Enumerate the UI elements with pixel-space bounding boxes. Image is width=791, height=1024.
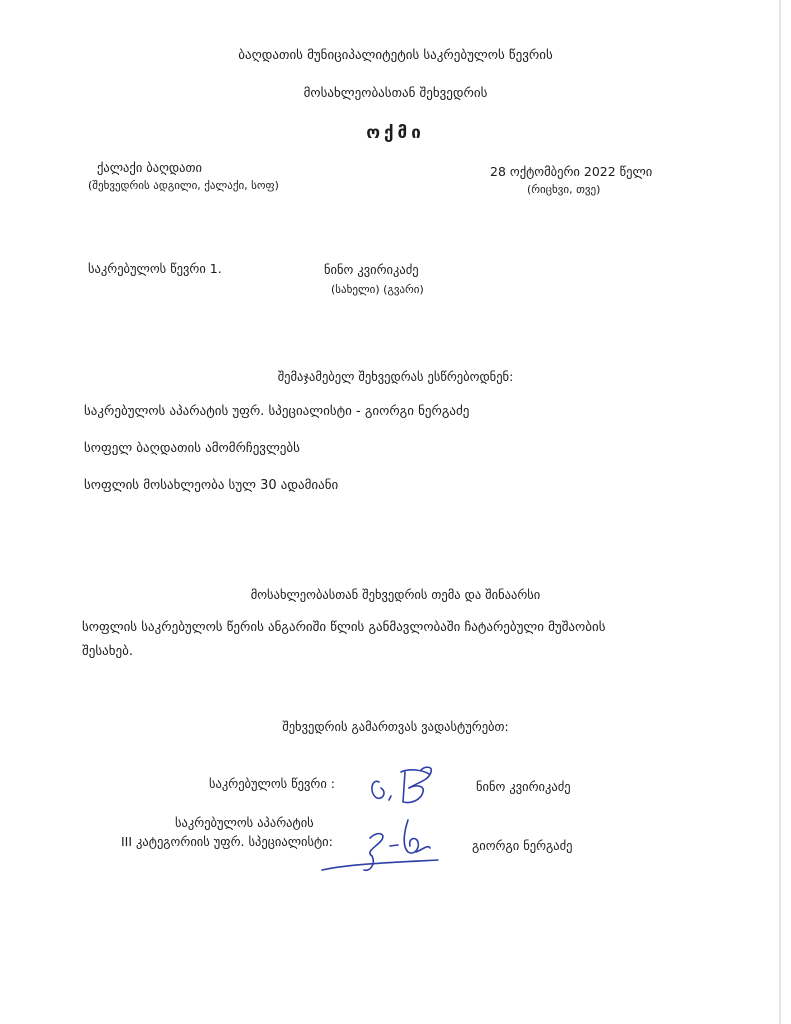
attendee-2: სოფელ ბაღდათის ამომრჩევლებს (84, 441, 300, 456)
attendee-1: საკრებულოს აპარატის უფრ. სპეციალისტი - გიორგი ნერგაძე (84, 404, 470, 419)
signature-2-mark (318, 812, 448, 882)
signature-2-label-line-2: III კატეგორიის უფრ. სპეციალისტი: (121, 834, 333, 849)
header-line-1: ბაღდათის მუნიციპალიტეტის საკრებულოს წევრის (238, 48, 553, 63)
signature-1-mark (365, 760, 445, 812)
document-title: ოქმი (366, 123, 425, 143)
signature-2-label-line-1: საკრებულოს აპარატის (175, 815, 314, 830)
signature-2-name: გიორგი ნერგაძე (472, 838, 573, 853)
topic-line-2: შესახებ. (82, 644, 133, 659)
member-name-hint: (სახელი) (გვარი) (331, 283, 424, 296)
attendee-3: სოფლის მოსახლეობა სულ 30 ადამიანი (84, 478, 339, 493)
topic-line-1: სოფლის საკრებულოს წერის ანგარიში წლის განმავლობაში ჩატარებული მუშაობის (82, 620, 606, 635)
meeting-place: ქალაქი ბაღდათი (97, 160, 202, 175)
topic-heading: მოსახლეობასთან შეხვედრის თემა და შინაარსი (250, 587, 541, 602)
header-line-2: მოსახლეობასთან შეხვედრის (303, 86, 488, 101)
member-name: ნინო კვირიკაძე (324, 262, 419, 277)
meeting-date-hint: (რიცხვი, თვე) (527, 183, 601, 196)
meeting-date: 28 ოქტომბერი 2022 წელი (490, 164, 653, 179)
meeting-place-hint: (შეხვედრის ადგილი, ქალაქი, სოფ) (88, 179, 279, 192)
signature-1-name: ნინო კვირიკაძე (476, 779, 571, 794)
scan-edge (779, 0, 781, 1024)
signature-1-label: საკრებულოს წევრი : (209, 776, 336, 791)
attendees-heading: შემაჯამებელ შეხვედრას ესწრებოდნენ: (277, 369, 514, 384)
member-role: საკრებულოს წევრი 1. (88, 261, 222, 276)
confirm-heading: შეხვედრის გამართვას ვადასტურებთ: (282, 719, 509, 734)
